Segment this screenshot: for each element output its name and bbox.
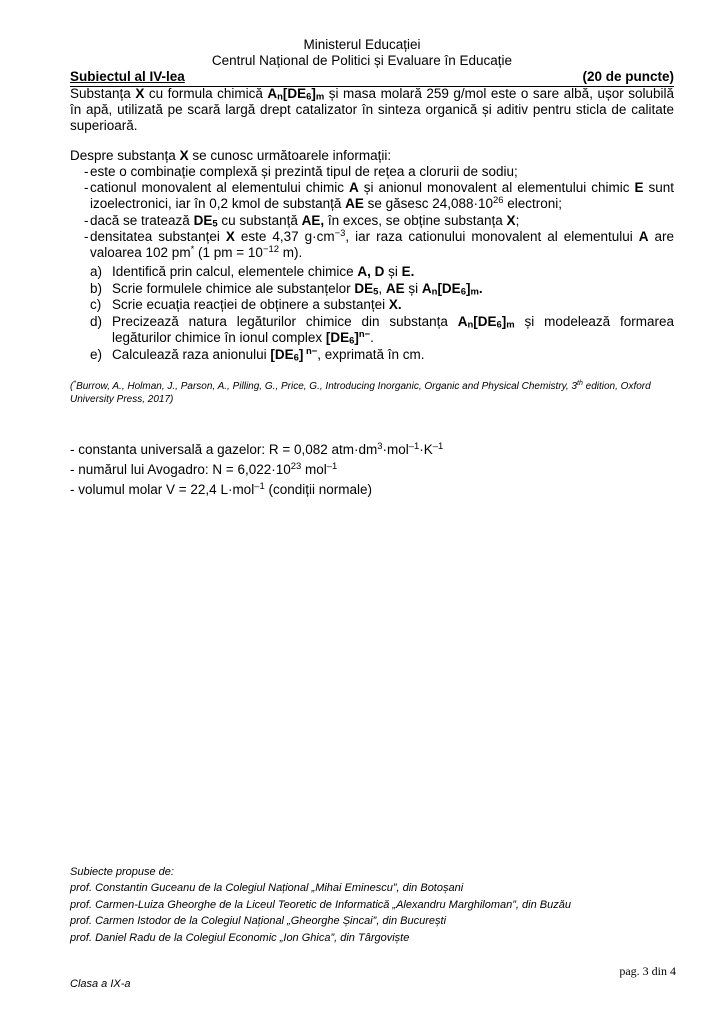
author-item: prof. Daniel Radu de la Colegiul Economic „Ion Ghica”, din Târgoviște [70, 931, 410, 944]
constant-item: - volumul molar V = 22,4 L·mol$^{-1}$ (condiții normale) [70, 480, 372, 497]
info-item: - densitatea substanței X este 4,37 $g\cdot cm^{-3}$, iar raza cationului monovalent al elementului A are valoarea 102 pm* (1 pm = $10^{-12}$ m). [70, 229, 674, 261]
constant-item: - numărul lui Avogadro: $N = 6,022\cdot 10^{23}$ mol$^{-1}$ [70, 460, 338, 477]
task-item: c) Scrie ecuația reacției de obținere a substanței X. [90, 297, 402, 313]
intro-text: și masa molară 259 g/mol este o sare albă, ușor solubilă în apă, utilizată pe scară largă drept catalizator în sinteza organică și aditiv pentru sticla de calitate superioară. [70, 86, 674, 134]
task-item: e) Calculează raza anionului $[DE_6]$ $^{n-}$, exprimată în cm. [90, 345, 425, 364]
subject-heading [70, 69, 674, 87]
center-title: Centrul Național de Politici și Evaluare în Educație [211, 53, 513, 68]
authors-heading: Subiecte propuse de: [70, 866, 174, 878]
subject-title: Subiectul al IV-lea [70, 69, 185, 84]
ministry-title: Ministerul Educației [303, 37, 421, 52]
formula-complex: $A_n[DE_6]_m$ [267, 86, 325, 103]
formula-x: X [135, 86, 145, 101]
constants-list [70, 440, 443, 500]
authors-list [70, 864, 571, 946]
intro-text: cu formula chimică [144, 86, 268, 101]
class-label: Clasa a IX-a [70, 978, 131, 990]
author-item: prof. Carmen-Luiza Gheorghe de la Liceul Teoretic de Informatică „Alexandru Marghiloman”, din Buzău [70, 898, 571, 911]
bibliographic-reference: (*Burrow, A., Holman, J., Parson, A., Pilling, G., Price, G., Introducing Inorganic, Organic and Physical Chemistry, 3th edition, Oxford University Press, 2017) [70, 380, 651, 405]
info-item: - este o combinație complexă și prezintă tipul de rețea a clorurii de sodiu; [70, 164, 674, 180]
task-item: d) Precizează natura legăturilor chimice din substanța $A_n[DE_6]_m$ și modelează formarea legăturilor chimice în ionul complex $[DE_6]^{n-}$. [90, 313, 674, 347]
task-item: b) Scrie formulele chimice ale substanțelor $DE_5$, AE și $A_n[DE_6]_m$. [90, 280, 483, 297]
info-item: - dacă se tratează $DE_5$ cu substanță AE, în exces, se obține substanța X; [70, 213, 674, 229]
info-list [70, 164, 674, 261]
subject-points: (20 de puncte) [582, 69, 674, 84]
author-item: prof. Constantin Guceanu de la Colegiul Național „Mihai Eminescu”, din Botoșani [70, 882, 464, 895]
info-item: - cationul monovalent al elementului chimic A și anionul monovalent al elementului chimic E sunt izoelectronici, iar în 0,2 kmol de substanță AE se găsesc $24,088\cdot 10^{26}$ electroni; [70, 180, 674, 212]
intro-paragraph [70, 86, 674, 135]
page-number: pag. 3 din 4 [619, 964, 676, 978]
intro-text: Substanța [70, 86, 136, 101]
task-list [90, 264, 674, 364]
constant-item: - constanta universală a gazelor: R = 0,082 $atm\cdot dm^3\cdot mol^{-1}\cdot K^{-1}$ [70, 440, 444, 457]
info-intro: Despre substanța X se cunosc următoarele informații: [70, 148, 392, 163]
author-item: prof. Carmen Istodor de la Colegiul Național „Gheorghe Șincai”, din București [70, 915, 447, 928]
task-item: a) Identifică prin calcul, elementele chimice A, D și E. [90, 264, 415, 279]
